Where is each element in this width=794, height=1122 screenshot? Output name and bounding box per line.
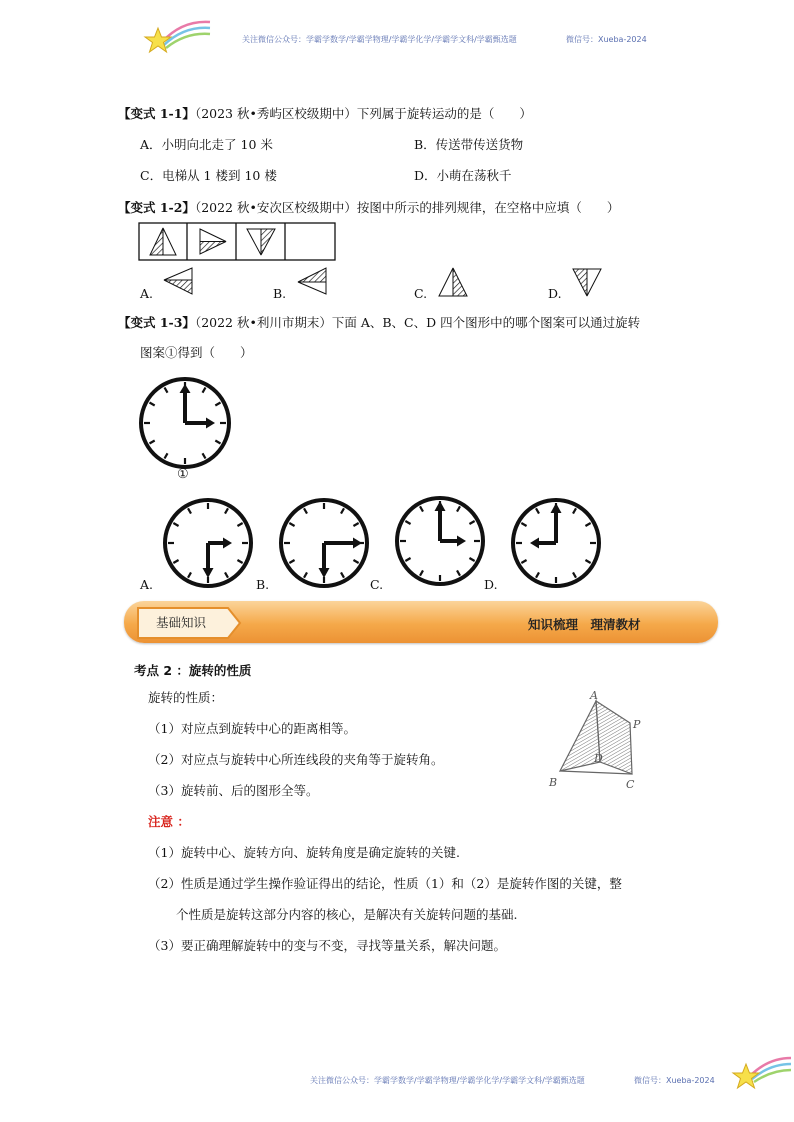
footer-wechat: 微信号：Xueba-2024 bbox=[634, 1076, 715, 1085]
property-1: （1）对应点到旋转中心的距离相等。 bbox=[148, 721, 356, 736]
clock-option-c-icon bbox=[397, 498, 483, 584]
q3-option-d-label: D. bbox=[484, 577, 498, 592]
q2-option-d-label: D. bbox=[548, 286, 562, 301]
figure-label-b: B bbox=[549, 776, 558, 789]
banner-tab-label: 基础知识 bbox=[156, 615, 207, 630]
rotation-figure bbox=[544, 690, 654, 794]
clock-option-a-icon bbox=[165, 500, 251, 586]
q1-option-c: C．电梯从 1 楼到 10 楼 bbox=[140, 168, 277, 183]
q3-stem-line2: 图案①得到（ ） bbox=[140, 345, 253, 360]
triangle-left-icon bbox=[164, 268, 192, 294]
q2-option-c-figure bbox=[436, 266, 470, 298]
seq-triangle-down-icon bbox=[247, 229, 275, 255]
property-3: （3）旋转前、后的图形全等。 bbox=[148, 783, 319, 798]
triangle-up-icon bbox=[439, 268, 467, 296]
clock-option-d-figure bbox=[510, 498, 602, 590]
star-logo-footer-icon bbox=[728, 1050, 792, 1094]
q2-tag: 【变式 1-2】 bbox=[118, 200, 195, 215]
seq-triangle-right-icon bbox=[200, 229, 226, 254]
q3-option-a-label: A. bbox=[140, 577, 154, 592]
q2-text: （2022 秋•安次区校级期中）按图中所示的排列规律，在空格中应填（ ） bbox=[194, 200, 620, 215]
clock-option-b-figure bbox=[278, 498, 370, 590]
header-wechat: 微信号：Xueba-2024 bbox=[566, 35, 647, 44]
property-2: （2）对应点与旋转中心所连线段的夹角等于旋转角。 bbox=[148, 752, 444, 767]
clock-option-c-figure bbox=[394, 496, 486, 588]
q2-option-c-label: C. bbox=[414, 286, 428, 301]
q3-text: （2022 秋•利川市期末）下面 A、B、C、D 四个图形中的哪个图案可以通过旋转 bbox=[194, 315, 641, 330]
footer-text: 关注微信公众号：学霸学数学/学霸学物理/学霸学化学/学霸学文科/学霸甄选题 bbox=[310, 1076, 585, 1085]
q1-tag: 【变式 1-1】 bbox=[118, 106, 195, 121]
q3-stem bbox=[118, 313, 640, 331]
q2-option-a-figure bbox=[162, 266, 194, 298]
note-3: （3）要正确理解旋转中的变与不变，寻找等量关系，解决问题。 bbox=[148, 938, 506, 953]
section-title: 考点 2 ：旋转的性质 bbox=[134, 663, 252, 678]
figure-label-c: C bbox=[626, 778, 635, 791]
q1-stem bbox=[118, 104, 532, 122]
q2-option-b-figure bbox=[296, 266, 328, 298]
star-logo-icon bbox=[142, 14, 212, 58]
q3-option-c-label: C. bbox=[370, 577, 384, 592]
clock-option-a-figure bbox=[162, 498, 254, 590]
q2-stem bbox=[118, 198, 619, 216]
triangle-down-icon bbox=[573, 269, 601, 296]
note-1: （1）旋转中心、旋转方向、旋转角度是确定旋转的关键. bbox=[148, 845, 460, 860]
clock-original-figure bbox=[138, 378, 234, 474]
q1-option-b: B．传送带传送货物 bbox=[414, 137, 524, 152]
note-title: 注意 ： bbox=[148, 814, 190, 829]
q1-text: （2023 秋•秀屿区校级期中）下列属于旋转运动的是（ ） bbox=[194, 106, 532, 121]
figure-label-d: D bbox=[594, 752, 603, 765]
banner-right-title: 知识梳理 理清教材 bbox=[528, 617, 641, 632]
clock-original-icon bbox=[141, 379, 229, 467]
note-2: （2）性质是通过学生操作验证得出的结论，性质（1）和（2）是旋转作图的关键，整 bbox=[148, 876, 622, 891]
q2-option-a-label: A. bbox=[140, 286, 154, 301]
footer-logo bbox=[728, 1050, 792, 1094]
q3-option-b-label: B. bbox=[256, 577, 270, 592]
figure-label-p: P bbox=[633, 718, 641, 731]
q1-option-d: D．小萌在荡秋千 bbox=[414, 168, 512, 183]
q1-option-a: A．小明向北走了 10 米 bbox=[140, 137, 273, 152]
clock-original-number: ① bbox=[177, 467, 189, 482]
triangle-left-hatched-icon bbox=[298, 268, 326, 294]
seq-triangle-up-icon bbox=[150, 228, 176, 255]
clock-option-d-icon bbox=[513, 500, 599, 586]
q2-option-b-label: B. bbox=[273, 286, 287, 301]
header-logo bbox=[142, 14, 212, 58]
clock-option-b-icon bbox=[281, 500, 367, 586]
section-intro: 旋转的性质： bbox=[148, 690, 224, 705]
q2-sequence-figure bbox=[138, 222, 338, 262]
q3-tag: 【变式 1-3】 bbox=[118, 315, 195, 330]
figure-label-a: A bbox=[590, 689, 598, 702]
q2-option-d-figure bbox=[570, 266, 604, 298]
header-text: 关注微信公众号：学霸学数学/学霸学物理/学霸学化学/学霸学文科/学霸甄选题 bbox=[242, 35, 517, 44]
note-2-cont: 个性质是旋转这部分内容的核心，是解决有关旋转问题的基础. bbox=[176, 907, 518, 922]
